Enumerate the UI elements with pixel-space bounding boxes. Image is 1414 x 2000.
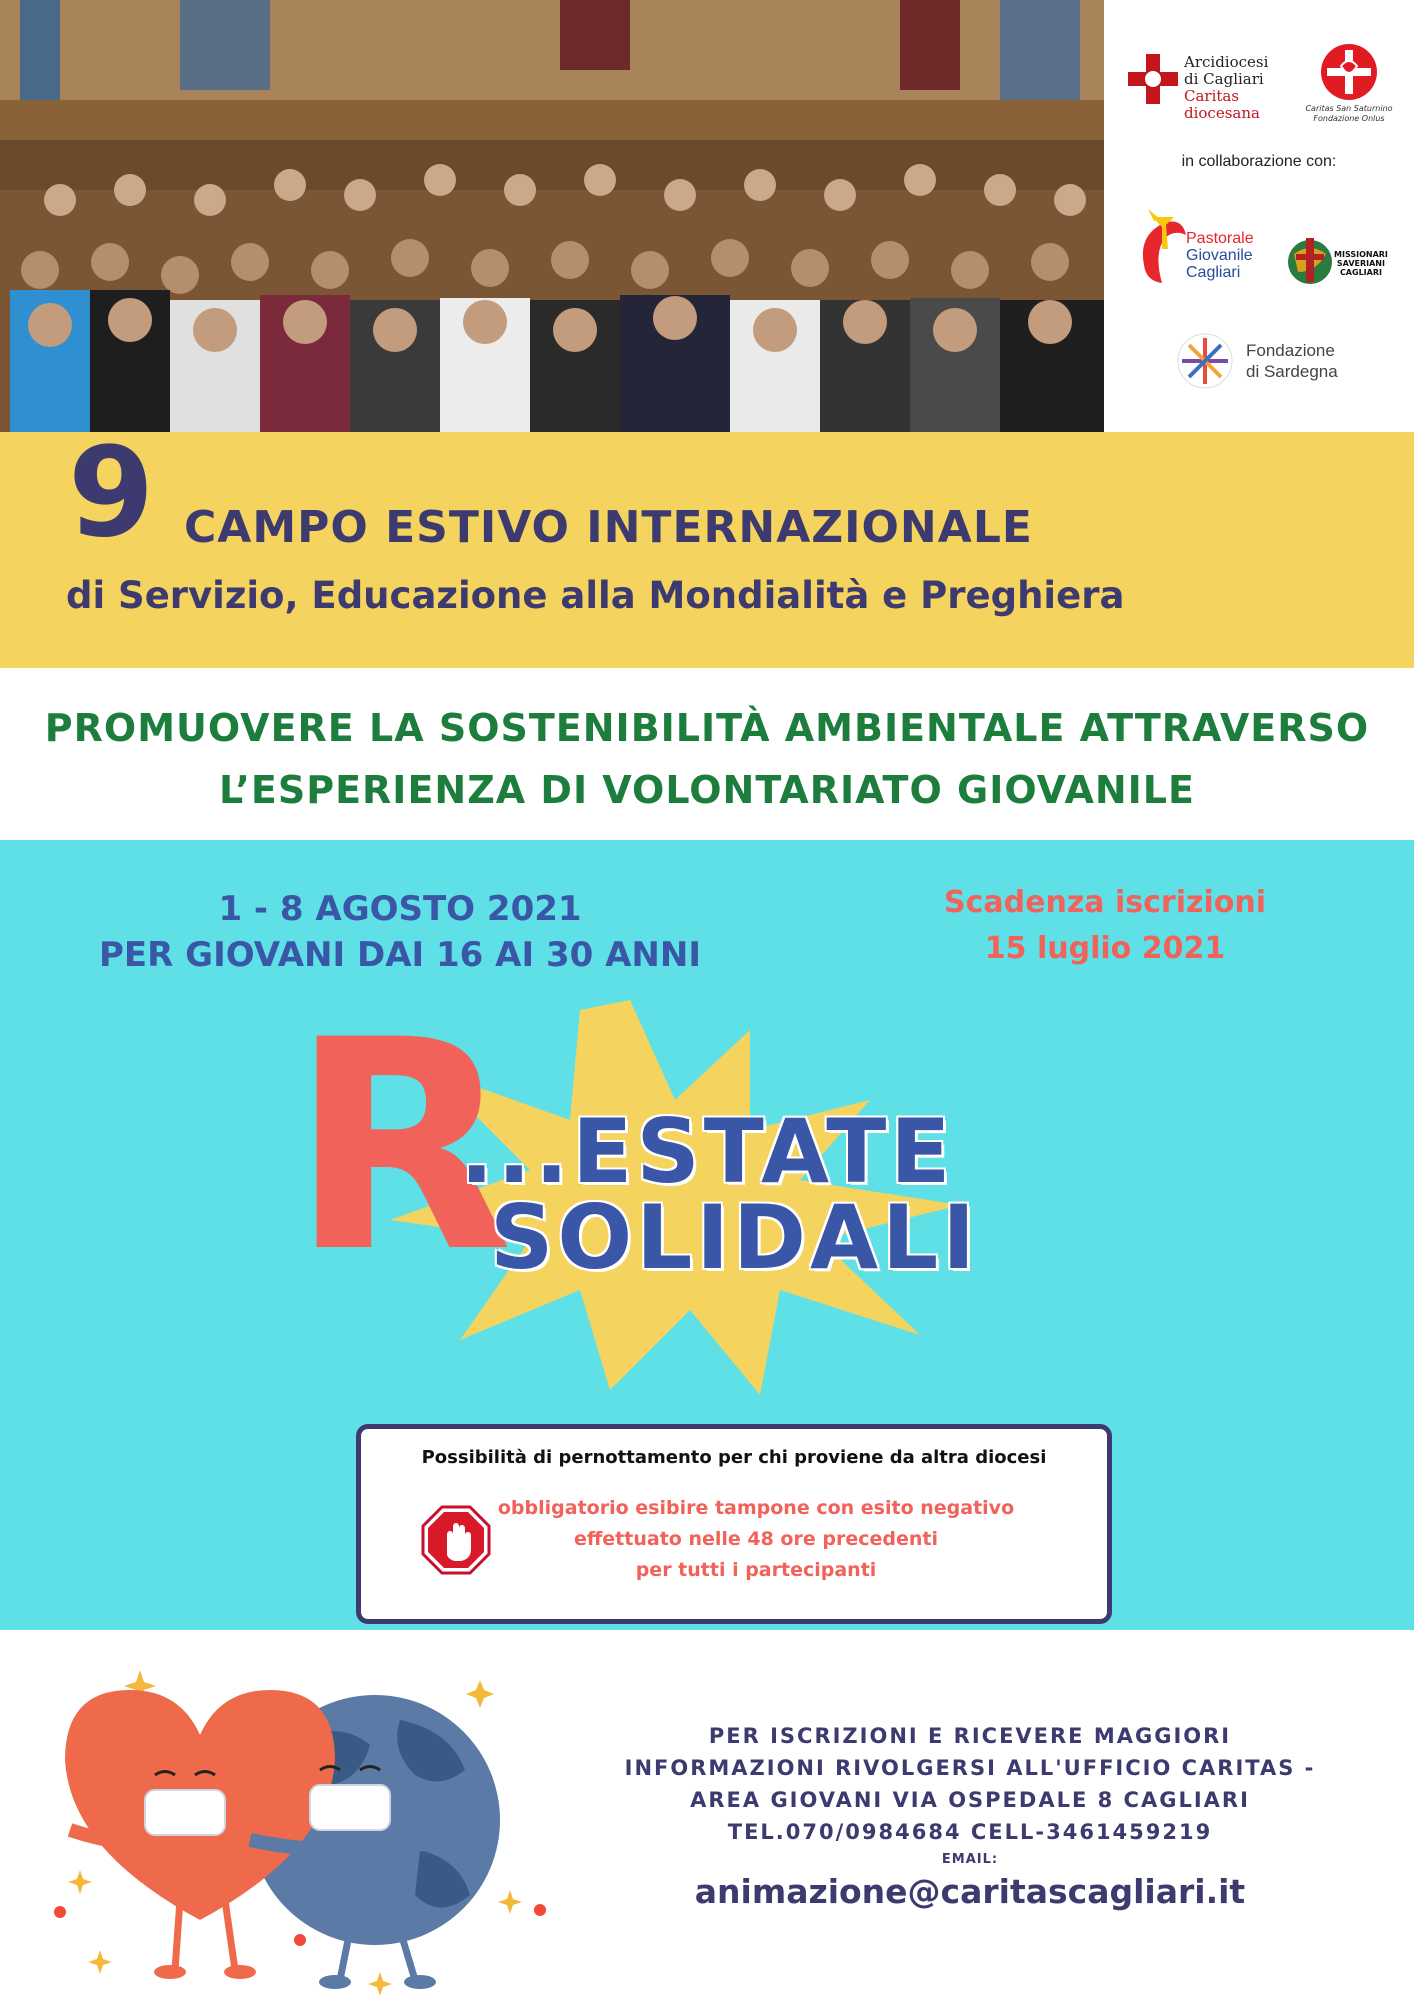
pastorale-giovanile-logo [1134,205,1264,300]
pastorale-line2: Giovanile [1186,247,1253,264]
event-audience: PER GIOVANI DAI 16 AI 30 ANNI [99,935,701,975]
event-dates: 1 - 8 AGOSTO 2021 [218,889,582,929]
notice-line1: obbligatorio esibire tampone con esito negativo [497,1497,1015,1519]
contact-phone: TEL.070/0984684 CELL-3461459219 [727,1820,1213,1844]
fondazione-sardegna-logo [1176,332,1376,392]
group-photo-illustration [0,0,1104,432]
caritas-cross-icon [1126,52,1180,106]
fondazione-line2: di Sardegna [1246,362,1338,381]
edition-number: 9 [68,421,153,565]
caritas-line2: di Cagliari [1184,70,1264,88]
deadline-block [905,880,1305,972]
missionari-line1: MISSIONARI [1334,250,1388,259]
contact-line2: INFORMAZIONI RIVOLGERSI ALL'UFFICIO CARITAS - [624,1756,1316,1780]
caritas-line1: Arcidiocesi [1184,53,1269,71]
theme-band [0,668,1414,840]
notice-box [356,1424,1112,1624]
fondazione-line1: Fondazione [1246,341,1335,360]
notice-title: Possibilità di pernottamento per chi proviene da altra diocesi [421,1447,1047,1468]
contact-email[interactable]: animazione@caritascagliari.it [694,1872,1246,1911]
event-band [0,840,1414,1630]
contact-info [560,1720,1380,1848]
pastorale-line3: Cagliari [1186,264,1241,281]
missionari-globe-icon [1286,232,1334,290]
slogan-art [280,979,1040,1400]
slogan-line1: ...ESTATE [460,1100,955,1203]
deadline-label: Scadenza iscrizioni [944,885,1266,920]
notice-line3: per tutti i partecipanti [635,1559,877,1581]
contact-section [0,1630,1414,2000]
partner-logos [1104,0,1414,432]
pastorale-line1: Pastorale [1186,230,1254,247]
event-dates-block [60,886,740,978]
notice-line2: effettuato nelle 48 ore precedenti [574,1528,938,1550]
group-photo [0,0,1104,432]
header-band [0,421,1414,668]
san-saturnino-emblem-icon [1319,42,1379,102]
theme-line2: L’ESPERIENZA DI VOLONTARIATO GIOVANILE [219,768,1195,812]
deadline-date: 15 luglio 2021 [984,931,1226,966]
event-subtitle: di Servizio, Educazione alla Mondialità e Preghiera [66,574,1125,617]
collaboration-label: in collaborazione con: [1181,153,1337,170]
caritas-diocesana-logo [1126,46,1286,126]
caritas-line3: Caritas diocesana [1184,87,1260,122]
slogan-line2: SOLIDALI [490,1186,979,1289]
san-saturnino-logo [1294,42,1404,142]
fondazione-star-icon [1176,332,1234,390]
contact-line3: AREA GIOVANI VIA OSPEDALE 8 CAGLIARI [690,1788,1250,1812]
missionari-saveriani-logo [1286,232,1406,292]
missionari-line2: SAVERIANI [1336,259,1385,268]
top-section [0,0,1414,432]
notice-body [471,1493,1041,1586]
san-saturnino-line1: Caritas San Saturnino [1305,104,1393,113]
email-label: EMAIL: [941,1852,999,1867]
contact-line1: PER ISCRIZIONI E RICEVERE MAGGIORI [708,1724,1232,1748]
san-saturnino-line2: Fondazione Onlus [1313,114,1385,123]
heart-earth-hug-illustration [40,1650,560,1995]
slogan-letter: R [290,979,514,1316]
pastorale-emblem-icon [1134,205,1190,295]
missionari-line3: CAGLIARI [1339,268,1382,277]
theme-line1: PROMUOVERE LA SOSTENIBILITÀ AMBIENTALE ATTRAVERSO [44,706,1370,750]
event-title: CAMPO ESTIVO INTERNAZIONALE [184,502,1033,553]
